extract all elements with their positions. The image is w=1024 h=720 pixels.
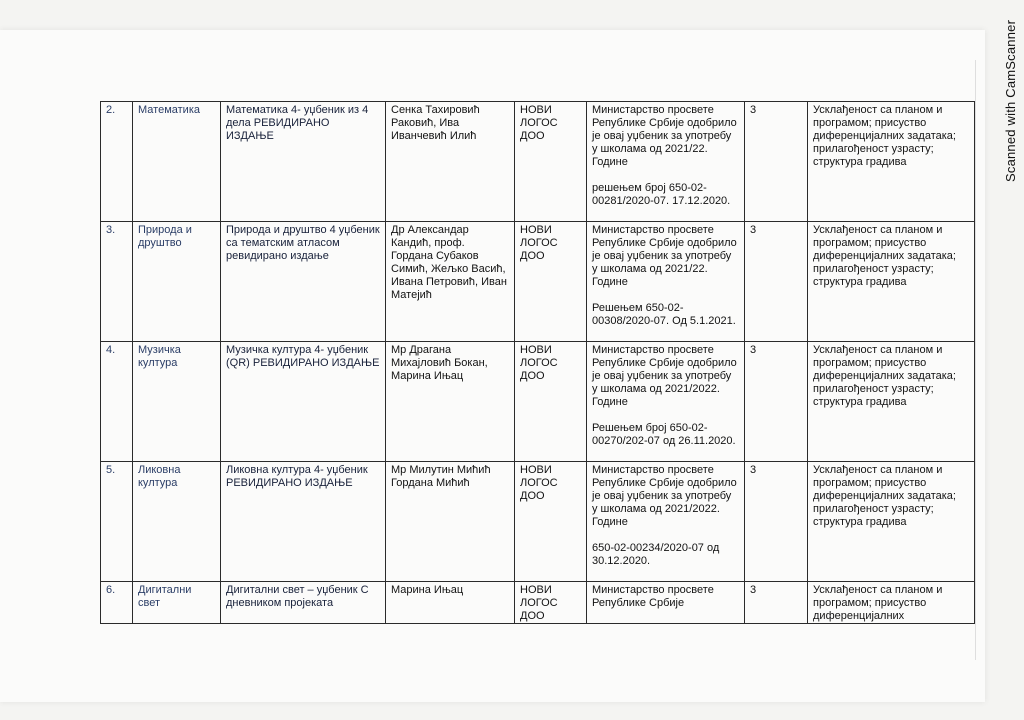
- score-cell: 3: [745, 342, 808, 462]
- criteria-cell: Усклађеност са планом и програмом; присуство диференцијалних: [808, 582, 975, 624]
- approval-text: Министарство просвете Републике Србије одобрило је овај уџбеник за употребу у школама од 2021/22. Године: [592, 104, 737, 168]
- approval-text: Министарство просвете Републике Србије одобрило је овај уџбеник за употребу у школама од 2021/2022. Године: [592, 344, 737, 408]
- table-row: [101, 462, 975, 582]
- approval-cell: [587, 462, 745, 582]
- textbook-title-cell: Ликовна култура 4- уџбеник РЕВИДИРАНО ИЗДАЊЕ: [221, 462, 386, 582]
- table-row: [101, 582, 975, 624]
- authors-cell: Мр Драгана Михајловић Бокан, Марина Ињац: [386, 342, 515, 462]
- textbook-title-cell: Дигитални свет – уџбеник С дневником пројеката: [221, 582, 386, 624]
- approval-text: Министарство просвете Републике Србије одобрило је овај уџбеник за употребу у школама од 2021/22. Године: [592, 224, 737, 288]
- publisher-cell: НОВИ ЛОГОС ДОО: [515, 462, 587, 582]
- textbook-table: [100, 101, 975, 624]
- decision-text: решењем број 650-02-00281/2020-07. 17.12.2020.: [592, 182, 731, 207]
- approval-cell: [587, 582, 745, 624]
- textbook-title-cell: Природа и друштво 4 уџбеник са тематским атласом ревидирано издање: [221, 222, 386, 342]
- publisher-cell: НОВИ ЛОГОС ДОО: [515, 222, 587, 342]
- criteria-cell: Усклађеност са планом и програмом; присуство диференцијалних задатака; прилагођеност узрасту; структура градива: [808, 222, 975, 342]
- table-row: [101, 102, 975, 222]
- subject-cell: Природа и друштво: [133, 222, 221, 342]
- subject-cell: Математика: [133, 102, 221, 222]
- authors-cell: Сенка Тахировић Раковић, Ива Иванчевић Илић: [386, 102, 515, 222]
- score-cell: 3: [745, 102, 808, 222]
- subject-cell: Дигитални свет: [133, 582, 221, 624]
- criteria-cell: Усклађеност са планом и програмом; присуство диференцијалних задатака; прилагођеност узрасту; структура градива: [808, 102, 975, 222]
- approval-text: Министарство просвете Републике Србије одобрило је овај уџбеник за употребу у школама од 2021/2022. Године: [592, 464, 737, 528]
- score-cell: 3: [745, 582, 808, 624]
- table-row: [101, 222, 975, 342]
- criteria-cell: Усклађеност са планом и програмом; присуство диференцијалних задатака; прилагођеност узрасту; структура градива: [808, 462, 975, 582]
- criteria-cell: Усклађеност са планом и програмом; присуство диференцијалних задатака; прилагођеност узрасту; структура градива: [808, 342, 975, 462]
- row-number: 2.: [101, 102, 133, 222]
- subject-cell: Ликовна култура: [133, 462, 221, 582]
- row-number: 6.: [101, 582, 133, 624]
- page-edge-line: [975, 60, 976, 660]
- authors-cell: Др Александар Кандић, проф. Гордана Субаков Симић, Жељко Васић, Ивана Петровић, Иван Матејић: [386, 222, 515, 342]
- table-row: [101, 342, 975, 462]
- authors-cell: Мр Милутин Мићић Гордана Мићић: [386, 462, 515, 582]
- approval-cell: [587, 342, 745, 462]
- row-number: 4.: [101, 342, 133, 462]
- publisher-cell: НОВИ ЛОГОС ДОО: [515, 582, 587, 624]
- row-number: 3.: [101, 222, 133, 342]
- scanner-watermark: Scanned with CamScanner: [1003, 19, 1018, 182]
- publisher-cell: НОВИ ЛОГОС ДОО: [515, 102, 587, 222]
- score-cell: 3: [745, 462, 808, 582]
- subject-cell: Музичка култура: [133, 342, 221, 462]
- textbook-title-cell: Математика 4- уџбеник из 4 дела РЕВИДИРАНО ИЗДАЊЕ: [221, 102, 386, 222]
- score-cell: 3: [745, 222, 808, 342]
- approval-cell: [587, 102, 745, 222]
- publisher-cell: НОВИ ЛОГОС ДОО: [515, 342, 587, 462]
- approval-text: Министарство просвете Републике Србије: [592, 584, 714, 609]
- authors-cell: Марина Ињац: [386, 582, 515, 624]
- decision-text: Решењем 650-02-00308/2020-07. Од 5.1.2021.: [592, 302, 736, 327]
- textbook-title-cell: Музичка култура 4- уџбеник (QR) РЕВИДИРАНО ИЗДАЊЕ: [221, 342, 386, 462]
- approval-cell: [587, 222, 745, 342]
- decision-text: 650-02-00234/2020-07 од 30.12.2020.: [592, 542, 720, 567]
- row-number: 5.: [101, 462, 133, 582]
- decision-text: Решењем број 650-02-00270/202-07 од 26.11.2020.: [592, 422, 736, 447]
